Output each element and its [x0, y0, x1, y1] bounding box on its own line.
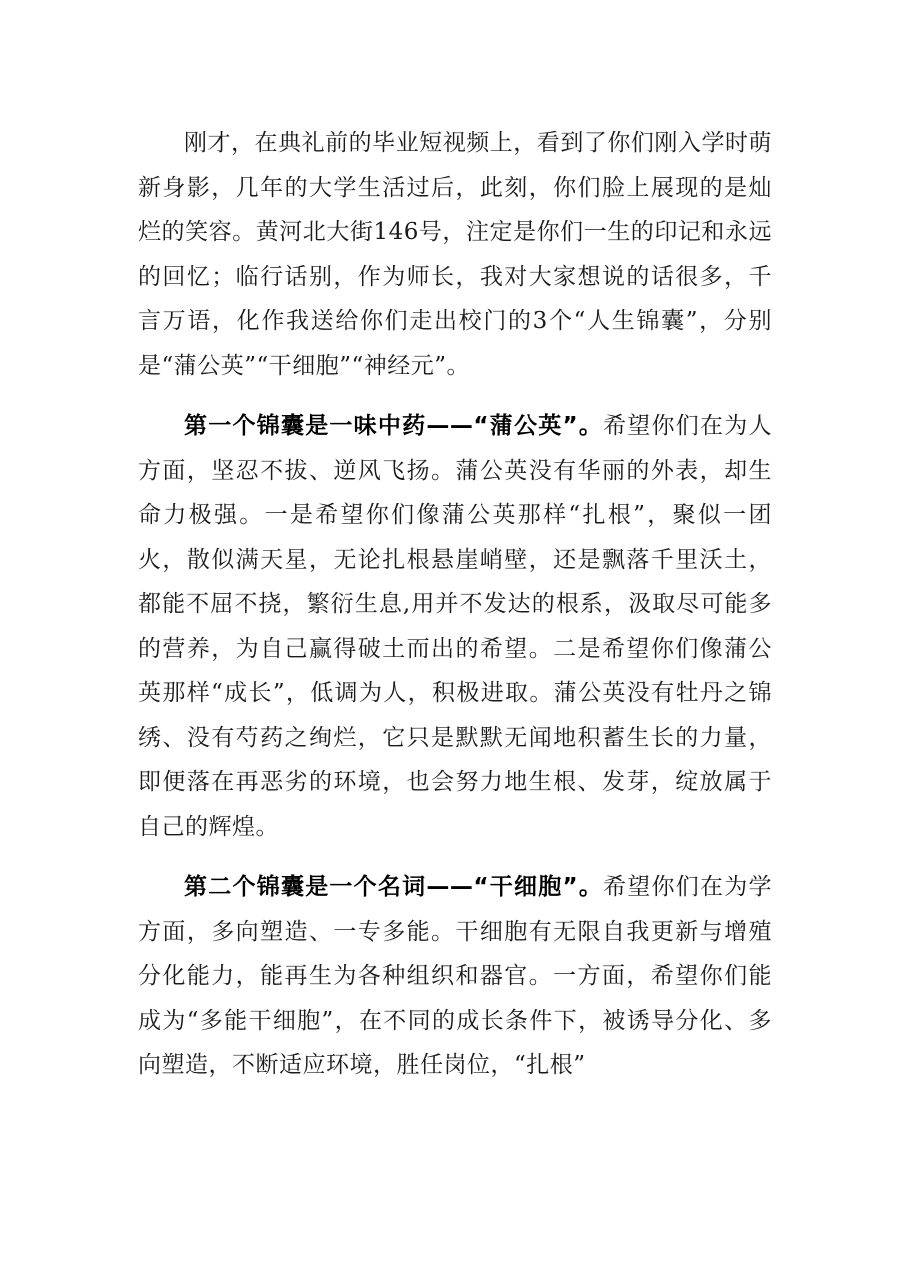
paragraph-text: 刚才，在典礼前的毕业短视频上，看到了你们刚入学时萌新身影，几年的大学生活过后，此刻，你们脸上展现的是灿烂的笑容。黄河北大街146号，注定是你们一生的印记和永远的回忆；临行话别，作为师长，我对大家想说的话很多，千言万语，化作我送给你们走出校门的3个“人生锦囊”，分别是“蒲公英”“干细胞”“神经元”。 — [138, 130, 772, 379]
document-body — [138, 121, 772, 1104]
paragraph-lead: 第一个锦囊是一味中药——“蒲公英”。 — [184, 413, 604, 439]
paragraph-lead: 第二个锦囊是一个名词——“干细胞”。 — [184, 874, 604, 900]
paragraph-text: 希望你们在为学方面，多向塑造、一专多能。干细胞有无限自我更新与增殖分化能力，能再生为各种组织和器官。一方面，希望你们能成为“多能干细胞”，在不同的成长条件下，被诱导分化、多向塑造，不断适应环境，胜任岗位，“扎根” — [138, 874, 772, 1078]
paragraph-dandelion — [138, 404, 772, 849]
paragraph-intro — [138, 121, 772, 388]
paragraph-text: 希望你们在为人方面，坚忍不拔、逆风飞扬。蒲公英没有华丽的外表，却生命力极强。一是希望你们像蒲公英那样“扎根”，聚似一团火，散似满天星，无论扎根悬崖峭壁，还是飘落千里沃土，都能不屈不挠，繁衍生息,用并不发达的根系，汲取尽可能多的营养，为自己赢得破土而出的希望。二是希望你们像蒲公英那样“成长”，低调为人，积极进取。蒲公英没有牡丹之锦绣、没有芍药之绚烂，它只是默默无闻地积蓄生长的力量，即便落在再恶劣的环境，也会努力地生根、发芽，绽放属于自己的辉煌。 — [138, 413, 772, 840]
paragraph-stem-cell — [138, 865, 772, 1088]
